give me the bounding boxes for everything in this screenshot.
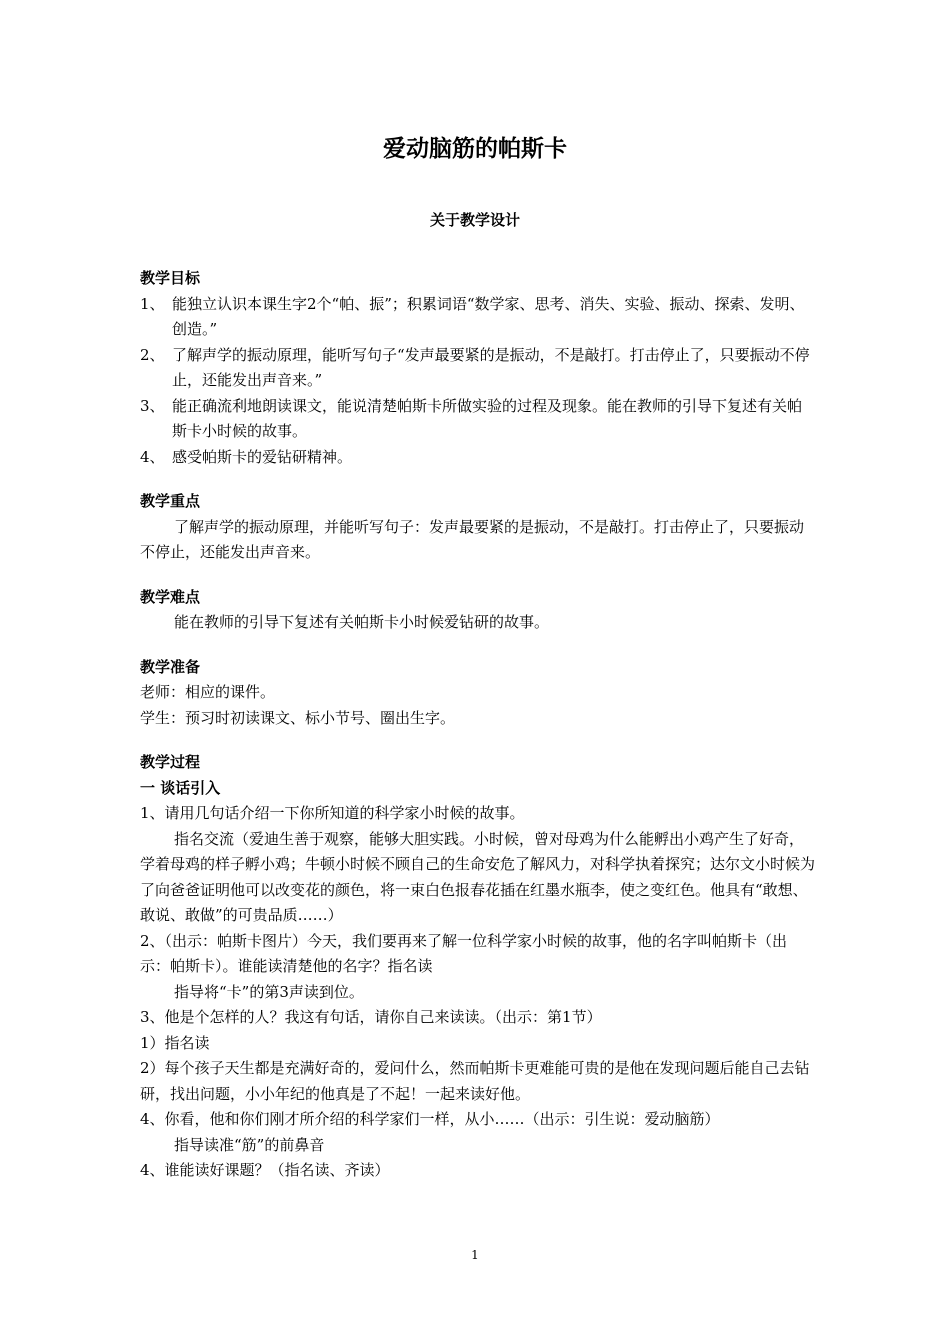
process-line: 4、谁能读好课题？（指名读、齐读） [140,1161,390,1179]
difficulty-text: 能在教师的引导下复述有关帕斯卡小时候爱钻研的故事。 [174,613,550,631]
process-line: 1、请用几句话介绍一下你所知道的科学家小时候的故事。 [140,804,525,822]
objective-number: 3、 [140,396,165,415]
objective-item-4 [140,445,816,471]
objective-number: 2、 [140,345,165,364]
key-points-heading: 教学重点 [140,492,201,510]
document-body [140,266,816,1184]
objective-number: 1、 [140,294,165,313]
preparation-student: 学生：预习时初读课文、标小节号、圈出生字。 [140,708,456,727]
process-line: 4、你看，他和你们刚才所介绍的科学家们一样，从小……（出示：引生说：爱动脑筋） [140,1110,720,1128]
objectives-heading: 教学目标 [140,269,201,287]
objective-text: 能独立认识本课生字2个“帕、振”；积累词语“数学家、思考、消失、实验、振动、探索、发明、创造。” [172,294,805,338]
process-line: 指导将“卡”的第3声读到位。 [174,982,364,1001]
key-points-text: 了解声学的振动原理，并能听写句子：发声最要紧的是振动，不是敲打。打击停止了，只要振动不停止，还能发出声音来。 [140,517,805,561]
preparation-teacher: 老师：相应的课件。 [140,683,276,701]
process-section-1-heading: 一 谈话引入 [140,778,221,797]
process-line: 指导读准“筋”的前鼻音 [174,1135,325,1154]
objective-text: 感受帕斯卡的爱钻研精神。 [172,447,353,466]
page-number: 1 [471,1248,479,1262]
document-title: 爱动脑筋的帕斯卡 [383,136,567,162]
objective-text: 了解声学的振动原理，能听写句子“发声最要紧的是振动，不是敲打。打击停止了，只要振动不停止，还能发出声音来。” [172,345,810,389]
difficulty-heading: 教学难点 [140,587,201,606]
objective-item-1 [140,292,816,343]
objective-item-3 [140,394,816,445]
process-heading: 教学过程 [140,753,201,771]
process-line: 2、（出示：帕斯卡图片）今天，我们要再来了解一位科学家小时候的故事，他的名字叫帕斯卡（出示：帕斯卡）。谁能读清楚他的名字？指名读 [140,931,788,975]
objective-item-2 [140,343,816,394]
objective-number: 4、 [140,447,165,466]
process-line: 指名交流（爱迪生善于观察，能够大胆实践。小时候，曾对母鸡为什么能孵出小鸡产生了好奇，学着母鸡的样子孵小鸡；牛顿小时候不顾自己的生命安危了解风力，对科学执着探究；达尔文小时候为了向爸爸证明他可以改变花的颜色，将一束白色报春花插在红墨水瓶李，使之变红色。他具有“敢想、敢说、敢做”的可贵品质……） [140,829,816,924]
objective-text: 能正确流利地朗读课文，能说清楚帕斯卡所做实验的过程及现象。能在教师的引导下复述有关帕斯卡小时候的故事。 [172,396,803,440]
process-line: 2）每个孩子天生都是充满好奇的，爱问什么，然而帕斯卡更难能可贵的是他在发现问题后能自己去钻研，找出问题，小小年纪的他真是了不起！一起来读好他。 [140,1059,810,1103]
preparation-heading: 教学准备 [140,657,201,676]
process-line: 3、他是个怎样的人？我这有句话，请你自己来读读。（出示：第1节） [140,1008,602,1026]
document-subtitle: 关于教学设计 [429,211,520,229]
process-line: 1）指名读 [140,1033,210,1052]
